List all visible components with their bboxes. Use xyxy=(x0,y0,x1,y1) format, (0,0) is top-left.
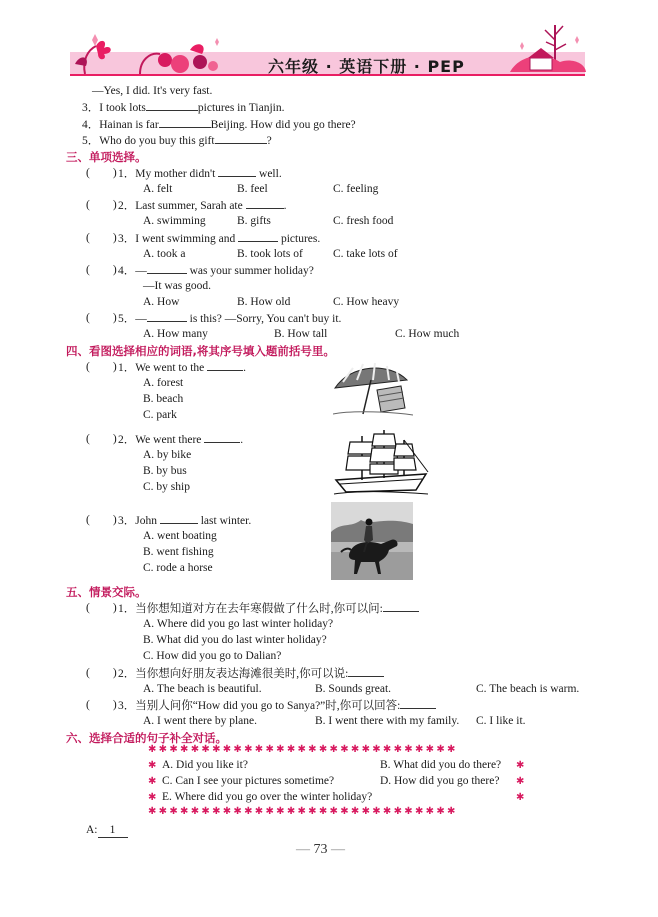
option-c[interactable]: C. How heavy xyxy=(333,296,400,308)
option-c[interactable]: C. park xyxy=(143,409,177,421)
section5-q2-paren[interactable]: ( ) xyxy=(86,667,117,679)
option-a[interactable]: A. I went there by plane. xyxy=(143,715,258,727)
option-b[interactable]: B. gifts xyxy=(237,215,271,227)
option-a[interactable]: A. swimming xyxy=(143,215,206,227)
dialog-option-b: B. What did you do there? xyxy=(380,759,502,771)
answer-blank[interactable] xyxy=(238,231,278,242)
answer-blank[interactable] xyxy=(218,166,256,177)
option-b[interactable]: B. by bus xyxy=(143,465,187,477)
section4-q3: 3．John last winter. xyxy=(118,515,252,527)
option-a[interactable]: A. How xyxy=(143,296,180,308)
option-c[interactable]: C. How much xyxy=(395,328,460,340)
star-border-right: ✱ xyxy=(516,792,525,803)
dialog-option-a: A. Did you like it? xyxy=(162,759,248,771)
option-c[interactable]: C. take lots of xyxy=(333,248,398,260)
page-header xyxy=(0,0,658,80)
answer-blank[interactable] xyxy=(204,432,240,443)
continuation-q4: 4．Hainan is far Beijing. How did you go there? xyxy=(82,119,356,131)
continuation-q5: 5．Who do you buy this gift ? xyxy=(82,135,272,147)
answer-blank[interactable] xyxy=(147,263,187,274)
answer-blank[interactable] xyxy=(159,117,211,128)
answer-blank[interactable] xyxy=(400,698,436,709)
option-a[interactable]: A. felt xyxy=(143,183,173,195)
continuation-line: —Yes, I did. It's very fast. xyxy=(92,85,213,97)
page-number: — 73 — xyxy=(296,842,345,857)
option-b[interactable]: B. How old xyxy=(237,296,291,308)
section3-q4: 4．— was your summer holiday? xyxy=(118,265,314,277)
continuation-q3: 3．I took lots pictures in Tianjin. xyxy=(82,102,285,114)
answer-blank[interactable] xyxy=(160,513,198,524)
star-border-left: ✱ xyxy=(148,776,157,787)
section3-q5: 5．— is this? —Sorry, You can't buy it. xyxy=(118,313,342,325)
beach-umbrella-image xyxy=(333,360,413,416)
section5-title: 五、情景交际。 xyxy=(66,585,147,599)
answer-blank[interactable] xyxy=(383,601,419,612)
answer-blank[interactable] xyxy=(215,133,267,144)
answer-blank[interactable] xyxy=(348,666,384,677)
star-border-right: ✱ xyxy=(516,760,525,771)
option-a[interactable]: A. forest xyxy=(143,377,184,389)
option-c[interactable]: C. by ship xyxy=(143,481,190,493)
option-b[interactable]: B. took lots of xyxy=(237,248,303,260)
option-b[interactable]: B. beach xyxy=(143,393,184,405)
section4-q2-paren[interactable]: ( ) xyxy=(86,433,117,445)
section3-q5-paren[interactable]: ( ) xyxy=(86,312,117,324)
section5-q2: 2．当你想向好朋友表达海滩很美时,你可以说: xyxy=(118,666,384,681)
option-a[interactable]: A. Where did you go last winter holiday? xyxy=(143,618,334,630)
section3-q3: 3．I went swimming and pictures. xyxy=(118,233,321,245)
section4-q1-paren[interactable]: ( ) xyxy=(86,361,117,373)
horse-rider-image xyxy=(331,502,413,580)
section5-q1-paren[interactable]: ( ) xyxy=(86,602,117,614)
answer-blank[interactable] xyxy=(246,198,284,209)
section3-q4-reply: —It was good. xyxy=(143,280,212,292)
star-border-left: ✱ xyxy=(148,792,157,803)
star-border-left: ✱ xyxy=(148,760,157,771)
star-border-bottom: ✱✱✱✱✱✱✱✱✱✱✱✱✱✱✱✱✱✱✱✱✱✱✱✱✱✱✱✱✱ xyxy=(148,806,458,817)
option-c[interactable]: C. The beach is warm. xyxy=(476,683,580,695)
option-c[interactable]: C. feeling xyxy=(333,183,379,195)
option-b[interactable]: B. How tall xyxy=(274,328,328,340)
section4-title: 四、看图选择相应的词语,将其序号填入题前括号里。 xyxy=(66,344,335,358)
section6-title: 六、选择合适的句子补全对话。 xyxy=(66,731,227,745)
option-a[interactable]: A. by bike xyxy=(143,449,192,461)
option-a[interactable]: A. The beach is beautiful. xyxy=(143,683,262,695)
section3-q2: 2．Last summer, Sarah ate . xyxy=(118,200,287,212)
option-c[interactable]: C. fresh food xyxy=(333,215,394,227)
answer-blank-1[interactable]: 1 xyxy=(98,823,128,838)
header-title: 六年级 · 英语下册 · PEP xyxy=(268,57,465,76)
option-b[interactable]: B. feel xyxy=(237,183,268,195)
option-a[interactable]: A. took a xyxy=(143,248,186,260)
section3-q3-paren[interactable]: ( ) xyxy=(86,232,117,244)
section3-q1-paren[interactable]: ( ) xyxy=(86,167,117,179)
option-b[interactable]: B. Sounds great. xyxy=(315,683,392,695)
section4-q1: 1．We went to the . xyxy=(118,362,247,374)
option-c[interactable]: C. rode a horse xyxy=(143,562,213,574)
sailing-ship-image xyxy=(332,428,430,498)
option-a[interactable]: A. How many xyxy=(143,328,208,340)
section5-q3-paren[interactable]: ( ) xyxy=(86,699,117,711)
option-b[interactable]: B. I went there with my family. xyxy=(315,715,460,727)
option-c[interactable]: C. I like it. xyxy=(476,715,526,727)
section4-q3-paren[interactable]: ( ) xyxy=(86,514,117,526)
dialog-option-d: D. How did you go there? xyxy=(380,775,500,787)
options-box xyxy=(148,744,528,816)
answer-blank[interactable] xyxy=(207,360,243,371)
option-b[interactable]: B. What did you do last winter holiday? xyxy=(143,634,327,646)
section5-q3: 3．当别人问你“How did you go to Sanya?”时,你可以回答: xyxy=(118,698,436,713)
option-a[interactable]: A. went boating xyxy=(143,530,217,542)
dialog-option-c: C. Can I see your pictures sometime? xyxy=(162,775,335,787)
section3-title: 三、单项选择。 xyxy=(66,150,147,164)
section3-q1: 1．My mother didn't well. xyxy=(118,168,282,180)
section4-q2: 2．We went there . xyxy=(118,434,244,446)
section3-q2-paren[interactable]: ( ) xyxy=(86,199,117,211)
star-border-top: ✱✱✱✱✱✱✱✱✱✱✱✱✱✱✱✱✱✱✱✱✱✱✱✱✱✱✱✱✱ xyxy=(148,744,458,755)
dialog-option-e: E. Where did you go over the winter holiday? xyxy=(162,791,373,803)
section3-q4-paren[interactable]: ( ) xyxy=(86,264,117,276)
option-c[interactable]: C. How did you go to Dalian? xyxy=(143,650,282,662)
answer-blank[interactable] xyxy=(146,100,198,111)
star-border-right: ✱ xyxy=(516,776,525,787)
dialog-line-a: A: 1 xyxy=(86,823,128,838)
answer-blank[interactable] xyxy=(147,311,187,322)
tree-decoration-right xyxy=(510,25,586,72)
section5-q1: 1．当你想知道对方在去年寒假做了什么时,你可以问: xyxy=(118,601,419,616)
option-b[interactable]: B. went fishing xyxy=(143,546,214,558)
